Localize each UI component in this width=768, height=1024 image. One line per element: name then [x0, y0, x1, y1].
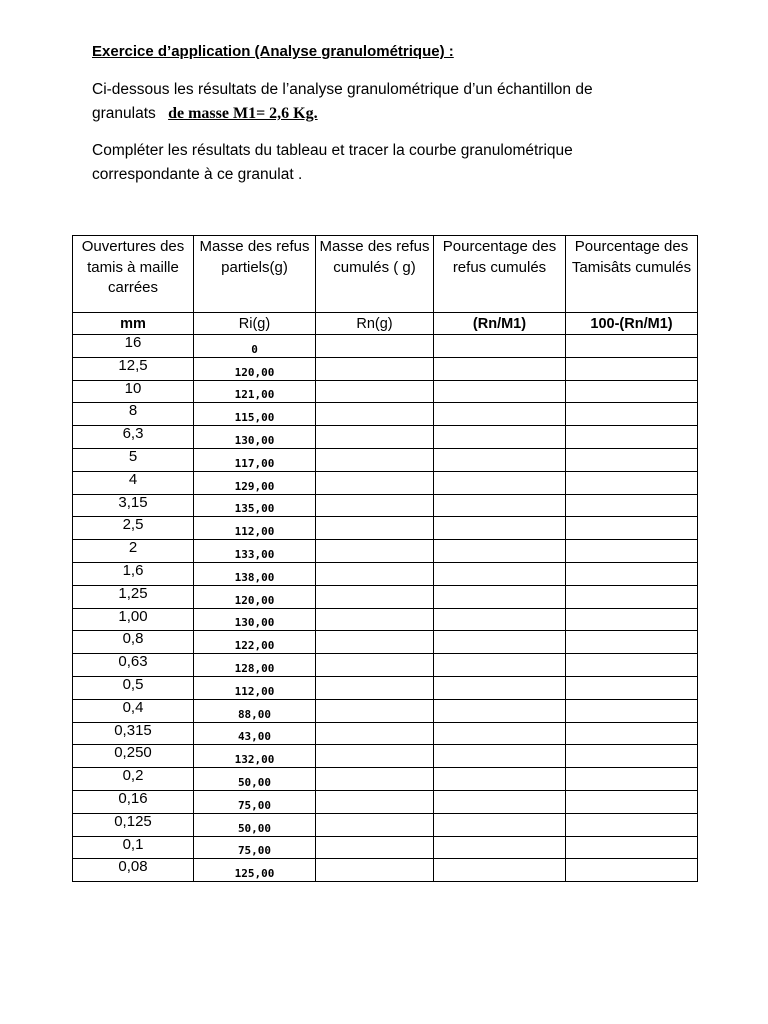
header-pourcentage-tamisats: Pourcentage des Tamisâts cumulés — [566, 236, 698, 313]
cell-pct-refus[interactable] — [434, 768, 566, 791]
cell-ouverture: 0,1 — [73, 836, 194, 859]
cell-ri: 129,00 — [194, 471, 316, 494]
cell-pct-refus[interactable] — [434, 585, 566, 608]
cell-pct-tamisats[interactable] — [566, 654, 698, 677]
table-row — [73, 585, 698, 608]
table-body — [73, 313, 698, 882]
cell-ri: 112,00 — [194, 676, 316, 699]
cell-ri: 0 — [194, 335, 316, 358]
cell-pct-refus[interactable] — [434, 494, 566, 517]
cell-pct-tamisats[interactable] — [566, 699, 698, 722]
table-row — [73, 745, 698, 768]
cell-pct-refus[interactable] — [434, 836, 566, 859]
table-row — [73, 471, 698, 494]
cell-ri: 122,00 — [194, 631, 316, 654]
cell-rn[interactable] — [316, 448, 434, 471]
cell-ri: 130,00 — [194, 608, 316, 631]
cell-rn[interactable] — [316, 357, 434, 380]
cell-ri: 50,00 — [194, 813, 316, 836]
header-row — [73, 236, 698, 313]
cell-ouverture: 6,3 — [73, 426, 194, 449]
unit-100-rn-m1: 100-(Rn/M1) — [566, 313, 698, 335]
cell-pct-tamisats[interactable] — [566, 585, 698, 608]
header-refus-cumules: Masse des refus cumulés ( g) — [316, 236, 434, 313]
cell-ri: 88,00 — [194, 699, 316, 722]
table-row — [73, 722, 698, 745]
cell-pct-refus[interactable] — [434, 540, 566, 563]
cell-ri: 117,00 — [194, 448, 316, 471]
table-row — [73, 790, 698, 813]
header-ouvertures: Ouvertures des tamis à maille carrées — [73, 236, 194, 313]
cell-ouverture: 0,16 — [73, 790, 194, 813]
cell-rn[interactable] — [316, 517, 434, 540]
table-row — [73, 768, 698, 791]
cell-pct-tamisats[interactable] — [566, 517, 698, 540]
cell-ouverture: 3,15 — [73, 494, 194, 517]
table-row — [73, 494, 698, 517]
cell-pct-tamisats[interactable] — [566, 790, 698, 813]
cell-rn[interactable] — [316, 471, 434, 494]
table-row — [73, 654, 698, 677]
cell-pct-refus[interactable] — [434, 699, 566, 722]
unit-mm: mm — [73, 313, 194, 335]
table-row — [73, 357, 698, 380]
cell-ouverture: 0,2 — [73, 768, 194, 791]
table-row — [73, 426, 698, 449]
cell-ri: 75,00 — [194, 836, 316, 859]
cell-rn[interactable] — [316, 608, 434, 631]
table-row — [73, 859, 698, 882]
cell-ouverture: 16 — [73, 335, 194, 358]
cell-ouverture: 0,4 — [73, 699, 194, 722]
table-row — [73, 380, 698, 403]
cell-ri: 135,00 — [194, 494, 316, 517]
cell-ri: 75,00 — [194, 790, 316, 813]
table-row — [73, 608, 698, 631]
table-row — [73, 540, 698, 563]
cell-ri: 132,00 — [194, 745, 316, 768]
unit-row — [73, 313, 698, 335]
cell-ouverture: 2 — [73, 540, 194, 563]
instruction-paragraph: Compléter les résultats du tableau et tracer la courbe granulométrique correspondante à ce granulat . — [92, 142, 573, 183]
cell-pct-refus[interactable] — [434, 745, 566, 768]
cell-pct-tamisats[interactable] — [566, 426, 698, 449]
cell-rn[interactable] — [316, 722, 434, 745]
cell-ouverture: 0,5 — [73, 676, 194, 699]
cell-pct-tamisats[interactable] — [566, 357, 698, 380]
cell-pct-refus[interactable] — [434, 357, 566, 380]
cell-pct-refus[interactable] — [434, 608, 566, 631]
cell-rn[interactable] — [316, 654, 434, 677]
cell-pct-refus[interactable] — [434, 471, 566, 494]
cell-pct-tamisats[interactable] — [566, 448, 698, 471]
cell-ri: 43,00 — [194, 722, 316, 745]
cell-pct-refus[interactable] — [434, 654, 566, 677]
granulometry-table — [72, 235, 698, 882]
header-pourcentage-refus: Pourcentage des refus cumulés — [434, 236, 566, 313]
cell-pct-tamisats[interactable] — [566, 608, 698, 631]
cell-ouverture: 1,6 — [73, 562, 194, 585]
table-row — [73, 517, 698, 540]
cell-pct-tamisats[interactable] — [566, 494, 698, 517]
cell-rn[interactable] — [316, 403, 434, 426]
cell-ri: 133,00 — [194, 540, 316, 563]
cell-rn[interactable] — [316, 768, 434, 791]
cell-pct-tamisats[interactable] — [566, 471, 698, 494]
cell-pct-refus[interactable] — [434, 426, 566, 449]
cell-pct-tamisats[interactable] — [566, 676, 698, 699]
unit-rn-m1: (Rn/M1) — [434, 313, 566, 335]
cell-pct-refus[interactable] — [434, 335, 566, 358]
cell-ouverture: 0,125 — [73, 813, 194, 836]
cell-rn[interactable] — [316, 631, 434, 654]
cell-rn[interactable] — [316, 380, 434, 403]
cell-ri: 130,00 — [194, 426, 316, 449]
mass-text: de masse M1= 2,6 Kg. — [168, 105, 318, 122]
cell-pct-tamisats[interactable] — [566, 813, 698, 836]
header-refus-partiels: Masse des refus partiels(g) — [194, 236, 316, 313]
cell-ri: 121,00 — [194, 380, 316, 403]
cell-ri: 138,00 — [194, 562, 316, 585]
cell-pct-tamisats[interactable] — [566, 380, 698, 403]
cell-pct-refus[interactable] — [434, 722, 566, 745]
cell-pct-tamisats[interactable] — [566, 722, 698, 745]
cell-ouverture: 0,08 — [73, 859, 194, 882]
intro-paragraph — [92, 78, 652, 126]
cell-pct-tamisats[interactable] — [566, 631, 698, 654]
cell-ouverture: 1,25 — [73, 585, 194, 608]
cell-ri: 128,00 — [194, 654, 316, 677]
table-row — [73, 813, 698, 836]
cell-rn[interactable] — [316, 426, 434, 449]
table-row — [73, 448, 698, 471]
cell-pct-refus[interactable] — [434, 448, 566, 471]
cell-ouverture: 8 — [73, 403, 194, 426]
table-row — [73, 335, 698, 358]
unit-ri: Ri(g) — [194, 313, 316, 335]
table-row — [73, 836, 698, 859]
table-row — [73, 699, 698, 722]
cell-pct-refus[interactable] — [434, 562, 566, 585]
cell-pct-tamisats[interactable] — [566, 745, 698, 768]
cell-ri: 120,00 — [194, 357, 316, 380]
table-row — [73, 403, 698, 426]
cell-ri: 112,00 — [194, 517, 316, 540]
cell-rn[interactable] — [316, 859, 434, 882]
cell-ouverture: 5 — [73, 448, 194, 471]
cell-ouverture: 0,63 — [73, 654, 194, 677]
cell-pct-refus[interactable] — [434, 813, 566, 836]
cell-rn[interactable] — [316, 790, 434, 813]
cell-rn[interactable] — [316, 836, 434, 859]
cell-rn[interactable] — [316, 540, 434, 563]
cell-ouverture: 4 — [73, 471, 194, 494]
cell-ouverture: 1,00 — [73, 608, 194, 631]
cell-pct-tamisats[interactable] — [566, 859, 698, 882]
cell-rn[interactable] — [316, 676, 434, 699]
exercise-title: Exercice d’application (Analyse granulométrique) : — [92, 43, 454, 60]
cell-pct-tamisats[interactable] — [566, 540, 698, 563]
cell-ouverture: 2,5 — [73, 517, 194, 540]
cell-ouverture: 12,5 — [73, 357, 194, 380]
cell-ouverture: 10 — [73, 380, 194, 403]
cell-pct-refus[interactable] — [434, 859, 566, 882]
cell-pct-refus[interactable] — [434, 631, 566, 654]
cell-pct-tamisats[interactable] — [566, 403, 698, 426]
table-row — [73, 631, 698, 654]
cell-rn[interactable] — [316, 494, 434, 517]
cell-ri: 120,00 — [194, 585, 316, 608]
unit-rn: Rn(g) — [316, 313, 434, 335]
cell-rn[interactable] — [316, 745, 434, 768]
cell-rn[interactable] — [316, 562, 434, 585]
cell-rn[interactable] — [316, 813, 434, 836]
cell-pct-tamisats[interactable] — [566, 335, 698, 358]
cell-pct-refus[interactable] — [434, 676, 566, 699]
cell-pct-refus[interactable] — [434, 380, 566, 403]
cell-pct-refus[interactable] — [434, 403, 566, 426]
cell-ri: 125,00 — [194, 859, 316, 882]
cell-pct-tamisats[interactable] — [566, 768, 698, 791]
cell-rn[interactable] — [316, 699, 434, 722]
table-row — [73, 562, 698, 585]
table-row — [73, 676, 698, 699]
cell-rn[interactable] — [316, 335, 434, 358]
cell-ouverture: 0,250 — [73, 745, 194, 768]
cell-ri: 50,00 — [194, 768, 316, 791]
cell-pct-tamisats[interactable] — [566, 562, 698, 585]
cell-pct-tamisats[interactable] — [566, 836, 698, 859]
cell-pct-refus[interactable] — [434, 517, 566, 540]
intro-text: Ci-dessous les résultats de l’analyse granulométrique d’un échantillon de granulats — [92, 81, 593, 122]
cell-pct-refus[interactable] — [434, 790, 566, 813]
cell-rn[interactable] — [316, 585, 434, 608]
cell-ri: 115,00 — [194, 403, 316, 426]
cell-ouverture: 0,8 — [73, 631, 194, 654]
cell-ouverture: 0,315 — [73, 722, 194, 745]
